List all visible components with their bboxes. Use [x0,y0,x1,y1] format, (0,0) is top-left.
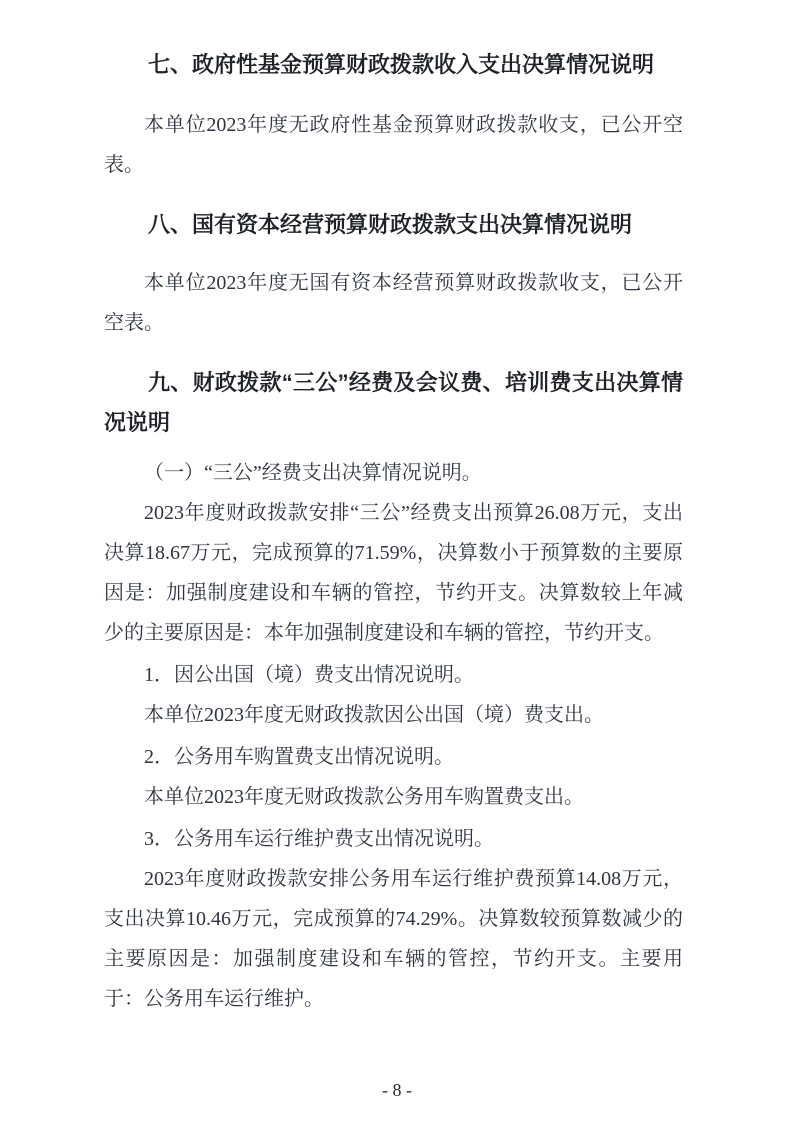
section-7-paragraph: 本单位2023年度无政府性基金预算财政拨款收支，已公开空表。 [104,114,683,176]
section-9-sub1-paragraph: 2023年度财政拨款安排“三公”经费支出预算26.08万元，支出决算18.67万元，完成预算的71.59%，决算数小于预算数的主要原因是：加强制度建设和车辆的管控，节约开支。决算数较上年减少的主要原因是：本年加强制度建设和车辆的管控，节约开支。 [104,502,683,644]
section-9-item1-paragraph: 本单位2023年度无财政拨款因公出国（境）费支出。 [144,704,604,726]
section-7-heading: 七、政府性基金预算财政拨款收入支出决算情况说明 [148,52,655,77]
section-9-item2-heading: 2．公务用车购置费支出情况说明。 [144,746,454,768]
section-9-item3-paragraph: 2023年度财政拨款安排公务用车运行维护费预算14.08万元，支出决算10.46万元，完成预算的74.29%。决算数较预算数减少的主要原因是：加强制度建设和车辆的管控，节约开支。主要用于：公务用车运行维护。 [104,868,683,1010]
section-9-heading: 九、财政拨款“三公”经费及会议费、培训费支出决算情况说明 [104,370,683,435]
section-8-paragraph: 本单位2023年度无国有资本经营预算财政拨款收支，已公开空表。 [104,272,683,334]
section-9-item2-paragraph: 本单位2023年度无财政拨款公务用车购置费支出。 [144,786,584,808]
section-8-heading: 八、国有资本经营预算财政拨款支出决算情况说明 [148,212,633,237]
section-9-item3-heading: 3．公务用车运行维护费支出情况说明。 [144,828,494,850]
section-9-sub1-heading: （一）“三公”经费支出决算情况说明。 [144,462,482,484]
section-9-item1-heading: 1．因公出国（境）费支出情况说明。 [144,664,474,686]
page-number: - 8 - [382,1080,412,1100]
